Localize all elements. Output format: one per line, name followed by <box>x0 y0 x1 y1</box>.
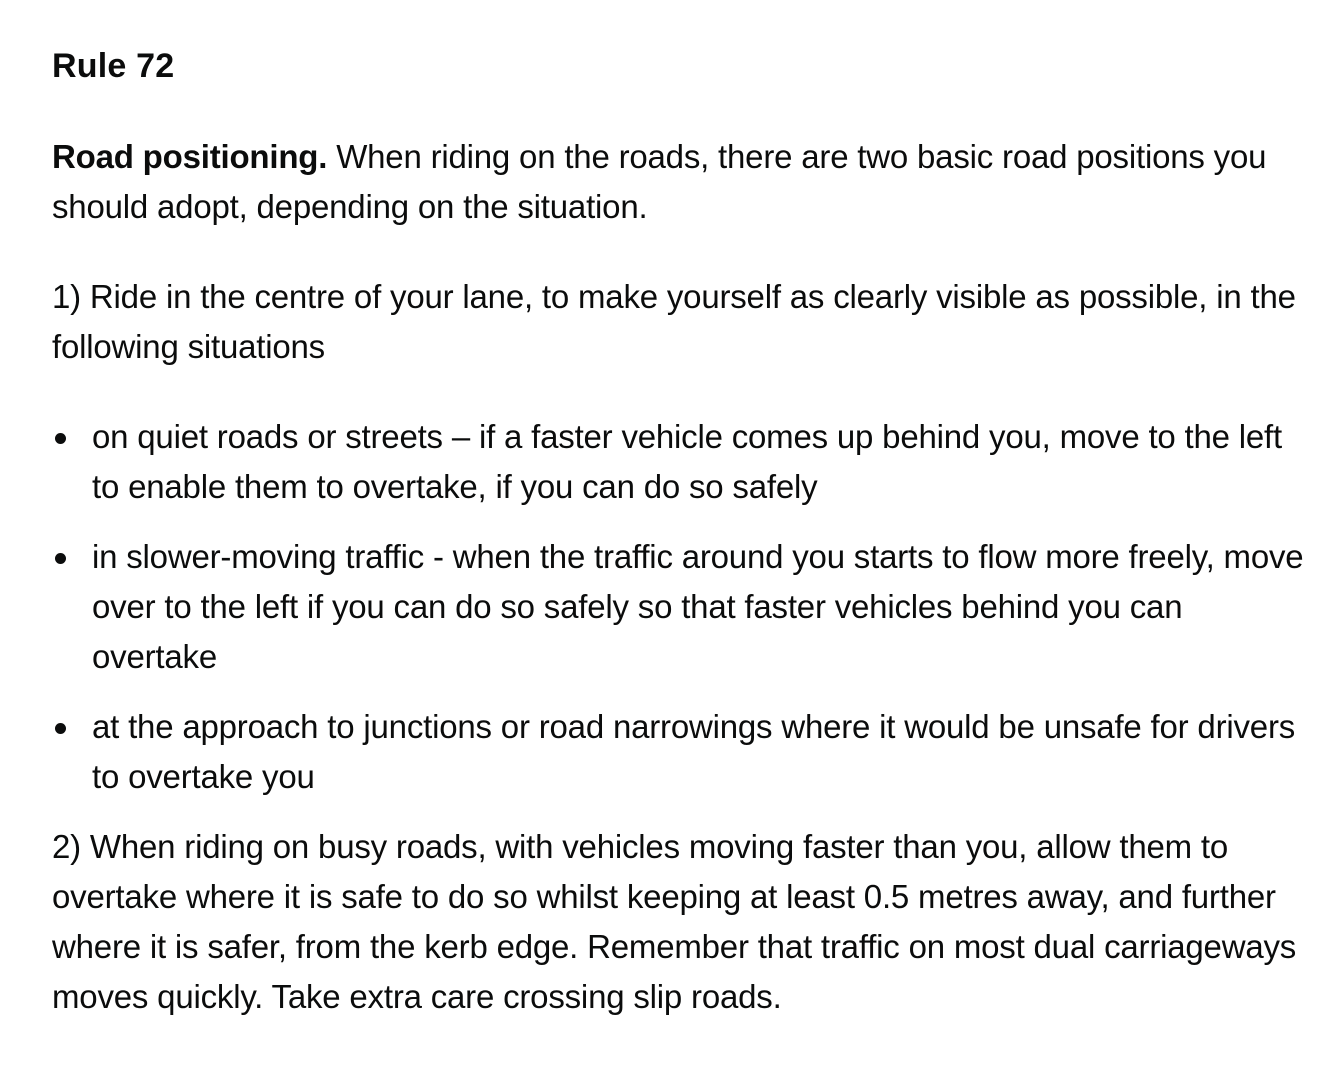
intro-paragraph <box>52 132 1306 232</box>
point-one-paragraph: 1) Ride in the centre of your lane, to make yourself as clearly visible as possible, in the following situations <box>52 278 1296 365</box>
list-item-text: at the approach to junctions or road narrowings where it would be unsafe for drivers to overtake you <box>92 708 1296 795</box>
rule-title: Rule 72 <box>52 47 175 85</box>
situations-list <box>52 412 1306 802</box>
list-item <box>52 532 1306 682</box>
bullet-icon <box>55 553 66 564</box>
bullet-icon <box>55 723 66 734</box>
list-item <box>52 412 1306 512</box>
intro-text: When riding on the roads, there are two basic road positions you should adopt, depending on the situation. <box>52 138 1267 225</box>
list-item <box>52 702 1306 802</box>
list-item-text: in slower-moving traffic - when the traffic around you starts to flow more freely, move over to the left if you can do so safely so that faster vehicles behind you can overtake <box>92 538 1304 675</box>
bullet-icon <box>55 433 66 444</box>
list-item-text: on quiet roads or streets – if a faster vehicle comes up behind you, move to the left to enable them to overtake, if you can do so safely <box>92 418 1282 505</box>
point-two-paragraph: 2) When riding on busy roads, with vehicles moving faster than you, allow them to overtake where it is safe to do so whilst keeping at least 0.5 metres away, and further where it is safer, from the kerb edge. Remember that traffic on most dual carriageways moves quickly. Take extra care crossing slip roads. <box>52 828 1297 1015</box>
intro-lead: Road positioning. <box>52 138 328 175</box>
